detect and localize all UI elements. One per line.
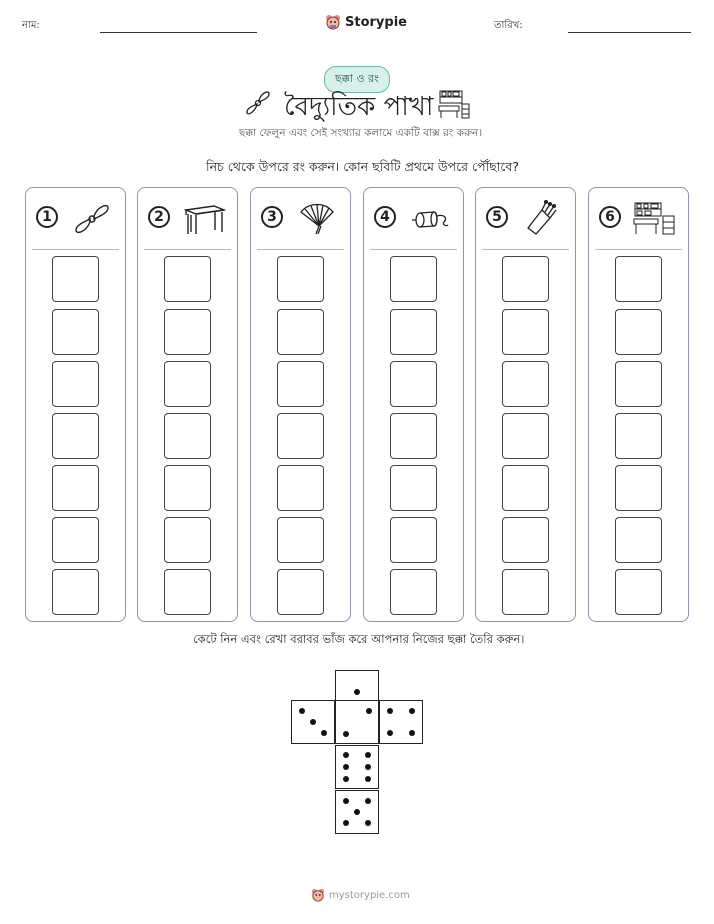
workshop-icon [633, 200, 677, 236]
dice-pip [365, 752, 371, 758]
color-box[interactable] [164, 413, 211, 459]
color-box[interactable] [52, 517, 99, 563]
dice-pip [299, 708, 305, 714]
column-divider [370, 249, 457, 250]
color-box[interactable] [615, 361, 662, 407]
activity-badge: ছক্কা ও রং [324, 66, 390, 93]
column-6 [588, 187, 689, 622]
date-label: তারিখ: [494, 20, 523, 31]
column-header [476, 188, 575, 248]
table-icon [182, 200, 226, 236]
column-1 [25, 187, 126, 622]
cut-instruction: কেটে নিন এবং রেখা বরাবর ভাঁজ করে আপনার নিজের ছক্কা তৈরি করুন। [193, 632, 525, 646]
color-box[interactable] [390, 569, 437, 615]
column-4 [363, 187, 464, 622]
wires-icon [520, 200, 564, 236]
column-header [26, 188, 125, 248]
dice-pip [366, 708, 372, 714]
column-divider [257, 249, 344, 250]
dice-face-4 [379, 700, 423, 744]
color-box[interactable] [502, 256, 549, 302]
dice-pip [365, 798, 371, 804]
column-divider [482, 249, 569, 250]
dice-pip [343, 820, 349, 826]
color-box[interactable] [390, 517, 437, 563]
propeller-blade-icon [70, 200, 114, 236]
column-header [364, 188, 463, 248]
color-box[interactable] [615, 413, 662, 459]
dice-pip [365, 764, 371, 770]
hand-fan-icon [295, 200, 339, 236]
dice-face-6 [335, 745, 379, 789]
dice-pip [321, 730, 327, 736]
dice-pip [310, 719, 316, 725]
color-box[interactable] [390, 309, 437, 355]
column-number: 6 [599, 206, 621, 228]
dice-pip [343, 752, 349, 758]
color-box[interactable] [502, 413, 549, 459]
color-box[interactable] [52, 256, 99, 302]
page-title: বৈদ্যুতিক পাখা [284, 92, 434, 122]
column-2 [137, 187, 238, 622]
storypie-footer-icon [311, 888, 325, 902]
brand-name: Storypie [345, 14, 407, 30]
dice-pip [343, 764, 349, 770]
dice-pip [354, 809, 360, 815]
color-box[interactable] [277, 256, 324, 302]
color-box[interactable] [52, 569, 99, 615]
column-header [589, 188, 688, 248]
dice-pip [365, 820, 371, 826]
column-number: 1 [36, 206, 58, 228]
footer [311, 888, 410, 902]
column-header [138, 188, 237, 248]
column-divider [144, 249, 231, 250]
color-box[interactable] [277, 465, 324, 511]
color-box[interactable] [390, 361, 437, 407]
dice-pip [354, 689, 360, 695]
color-box[interactable] [52, 361, 99, 407]
race-instruction: নিচ থেকে উপরে রং করুন। কোন ছবিটি প্রথমে উপরে পৌঁছাবে? [206, 159, 519, 174]
dice-face-5 [335, 790, 379, 834]
column-5 [475, 187, 576, 622]
color-box[interactable] [502, 465, 549, 511]
page-subtitle: ছক্কা ফেলুন এবং সেই সংখ্যার কলামে একটি বাক্স রং করুন। [239, 127, 483, 139]
column-number: 3 [261, 206, 283, 228]
footer-url: mystorypie.com [329, 889, 410, 901]
column-divider [595, 249, 682, 250]
color-box[interactable] [164, 569, 211, 615]
color-box[interactable] [52, 413, 99, 459]
color-box[interactable] [164, 361, 211, 407]
color-box[interactable] [615, 309, 662, 355]
color-box[interactable] [164, 517, 211, 563]
column-header [251, 188, 350, 248]
column-number: 5 [486, 206, 508, 228]
color-box[interactable] [390, 256, 437, 302]
color-box[interactable] [164, 256, 211, 302]
color-box[interactable] [52, 465, 99, 511]
electric-motor-icon [408, 200, 452, 236]
storypie-bear-icon [325, 14, 341, 30]
dice-pip [387, 730, 393, 736]
color-box[interactable] [277, 569, 324, 615]
dice-pip [409, 708, 415, 714]
propeller-title-icon [244, 88, 272, 118]
color-box[interactable] [615, 517, 662, 563]
workshop-title-icon [438, 88, 470, 120]
brand-logo [325, 14, 407, 30]
column-number: 2 [148, 206, 170, 228]
color-box[interactable] [164, 465, 211, 511]
color-box[interactable] [277, 309, 324, 355]
color-box[interactable] [615, 569, 662, 615]
dice-face-3 [291, 700, 335, 744]
column-number: 4 [374, 206, 396, 228]
dice-pip [387, 708, 393, 714]
color-box[interactable] [52, 309, 99, 355]
column-3 [250, 187, 351, 622]
dice-pip [409, 730, 415, 736]
name-label: নাম: [22, 20, 40, 31]
color-box[interactable] [390, 465, 437, 511]
column-divider [32, 249, 119, 250]
dice-pip [343, 776, 349, 782]
color-box[interactable] [277, 517, 324, 563]
color-box[interactable] [502, 309, 549, 355]
color-box[interactable] [164, 309, 211, 355]
color-box[interactable] [390, 413, 437, 459]
color-box[interactable] [502, 517, 549, 563]
color-box[interactable] [502, 361, 549, 407]
color-box[interactable] [277, 361, 324, 407]
color-box[interactable] [615, 256, 662, 302]
dice-pip [365, 776, 371, 782]
date-line[interactable] [568, 32, 691, 33]
color-box[interactable] [615, 465, 662, 511]
color-box[interactable] [502, 569, 549, 615]
dice-pip [343, 798, 349, 804]
color-box[interactable] [277, 413, 324, 459]
dice-face-2 [335, 700, 379, 744]
dice-pip [343, 731, 349, 737]
name-line[interactable] [100, 32, 257, 33]
